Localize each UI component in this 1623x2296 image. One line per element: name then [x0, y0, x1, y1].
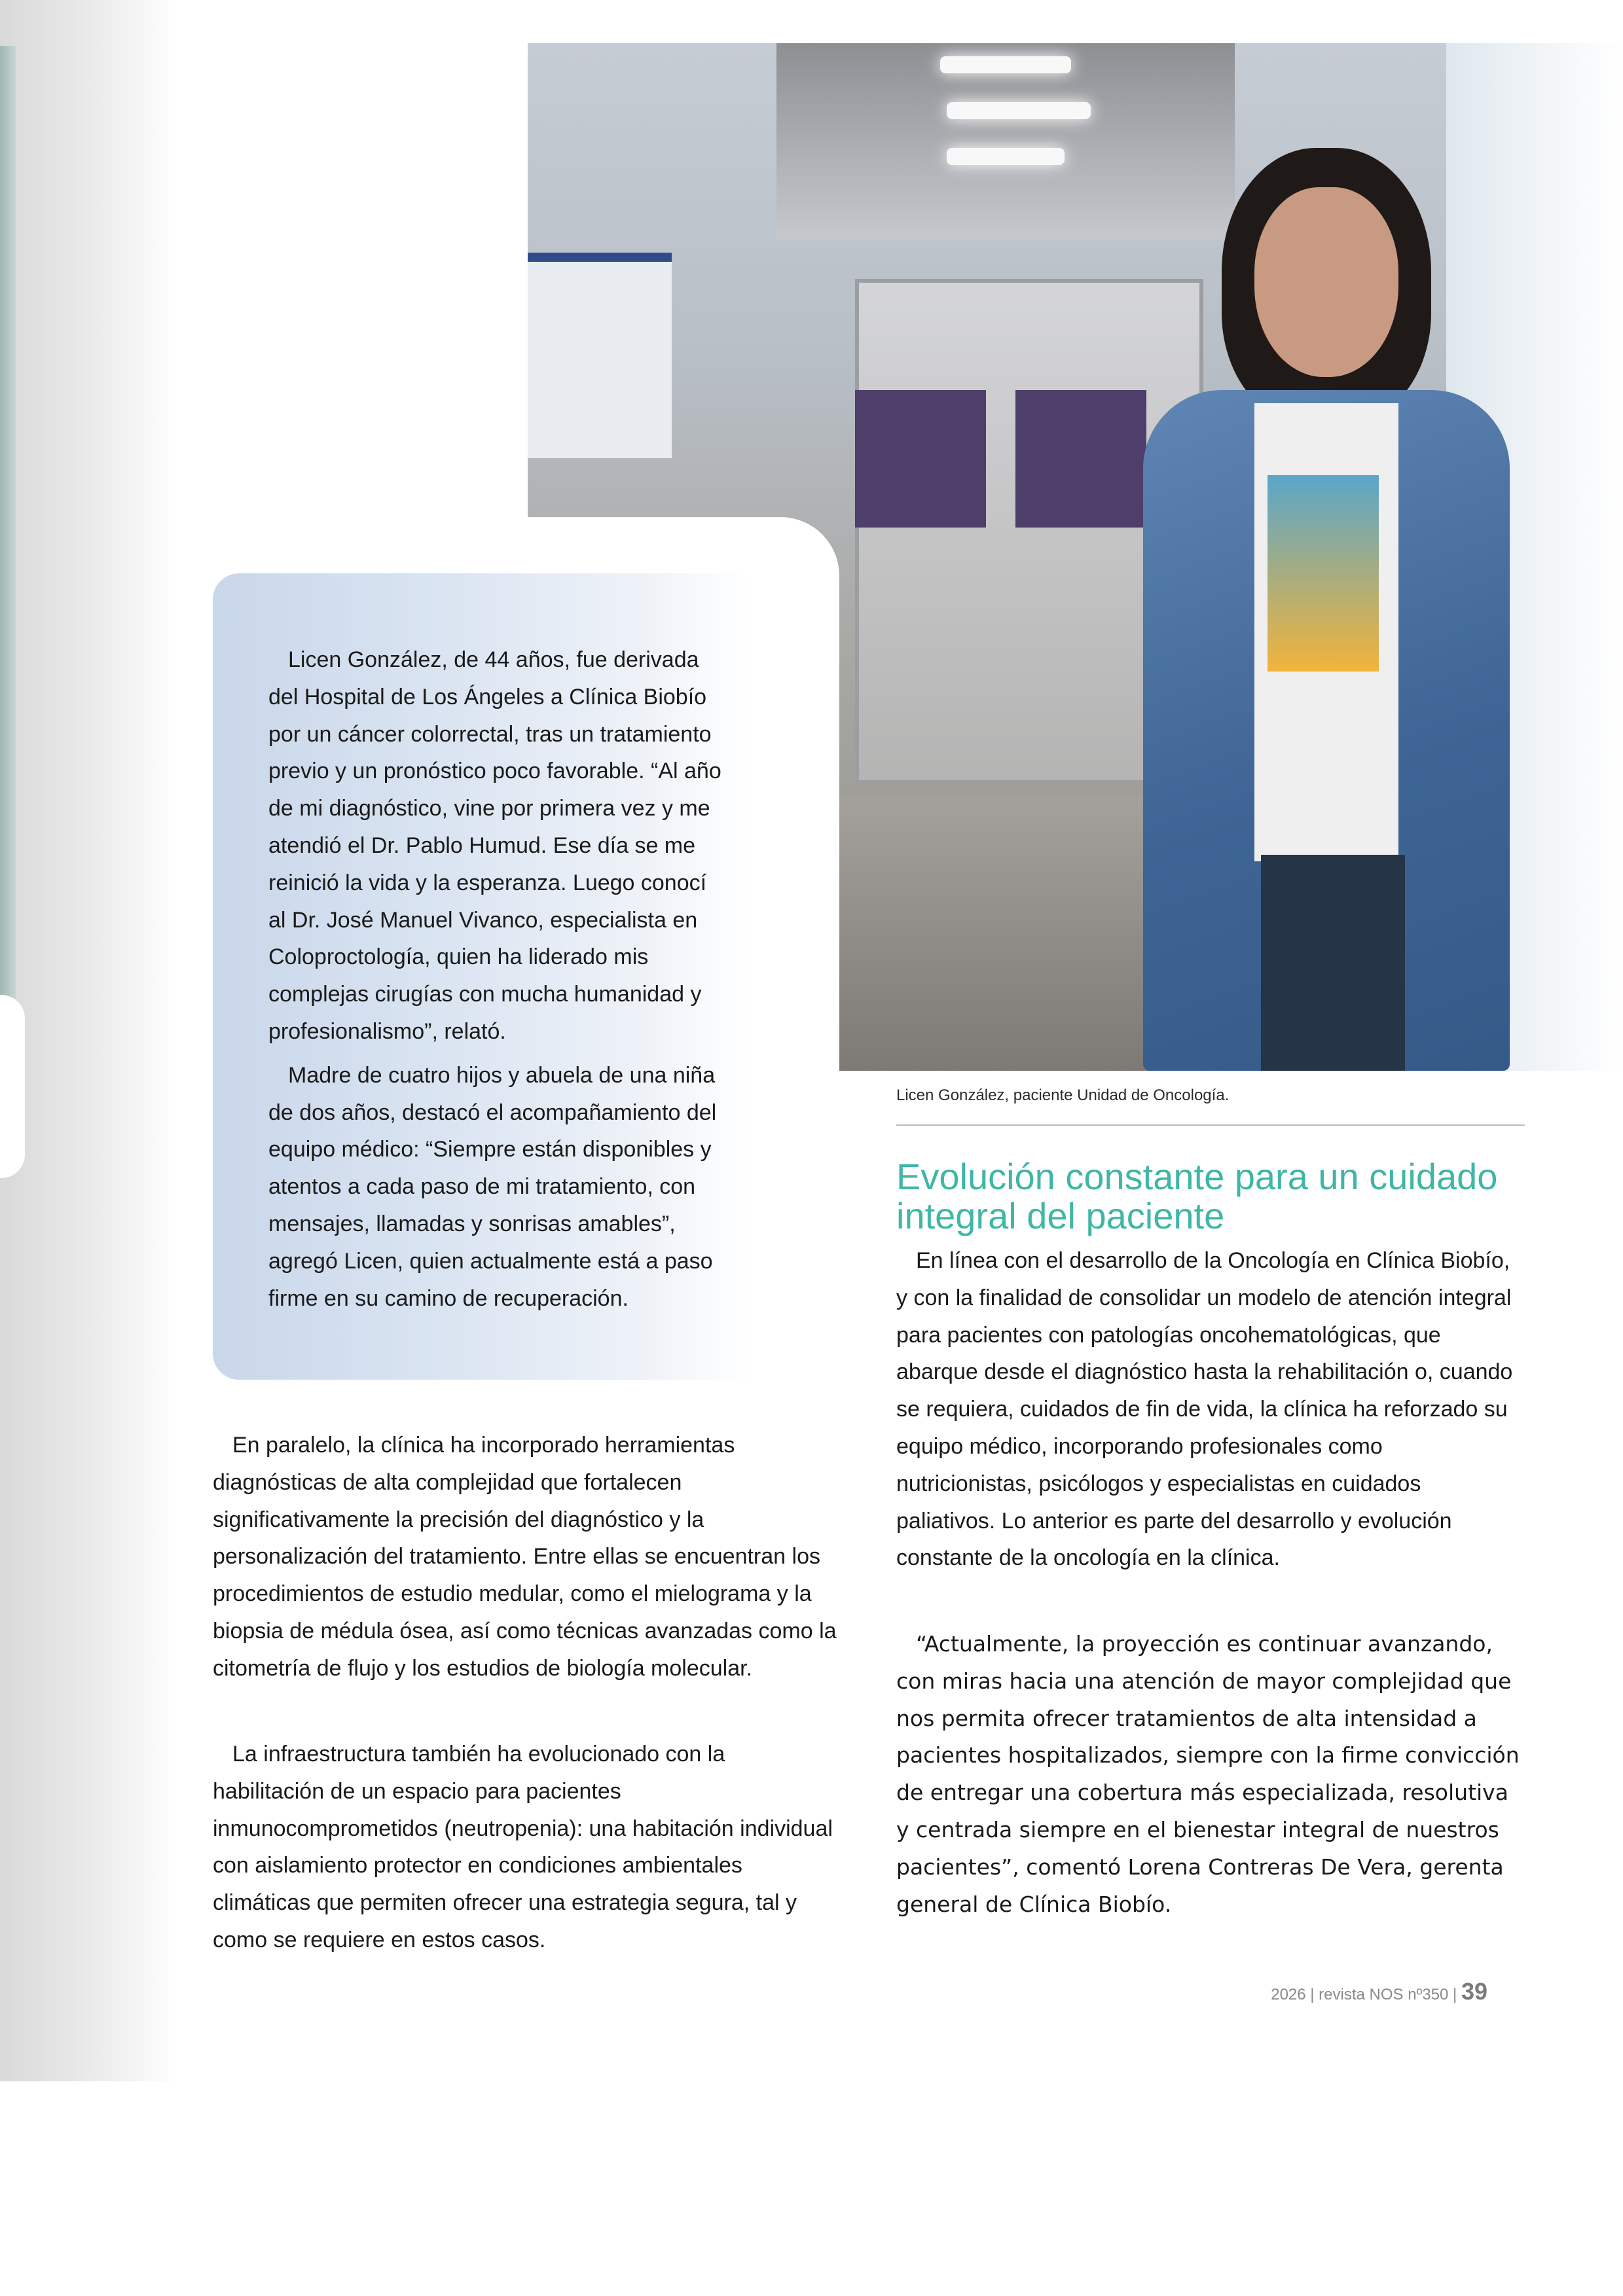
ceiling-lamp	[940, 56, 1071, 73]
body-column-left	[213, 1427, 841, 1687]
shirt-print	[1267, 475, 1379, 672]
ceiling-lamp	[947, 102, 1091, 119]
testimonial-paragraph: Licen González, de 44 años, fue derivada del Hospital de Los Ángeles a Clínica Biobío por un cáncer colorrectal, tras un tratamiento previo y un pronóstico poco favorable. “Al año de mi diagnóstico, vine por primera vez y me atendió el Dr. Pablo Humud. Ese día se me reinició la vida y la esperanza. Luego conocí al Dr. José Manuel Vivanco, especialista en Coloproctología, quien ha liderado mis complejas cirugías con mucha humanidad y profesionalismo”, relató.	[268, 647, 721, 1044]
testimonial-paragraph: Madre de cuatro hijos y abuela de una niña de dos años, destacó el acompañamiento del equipo médico: “Siempre están disponibles y atentos a cada paso de mi tratamiento, con mensajes, llamadas y sonrisas amables”, agregó Licen, quien actualmente está a paso firme en su camino de recuperación.	[268, 1062, 717, 1311]
caption-divider	[896, 1124, 1525, 1126]
ceiling-lamp	[947, 148, 1065, 165]
body-paragraph: La infraestructura también ha evolucionado con la habilitación de un espacio para pacientes inmunocomprometidos (neutropenia): una habitación individual con aislamiento protector en condiciones ambientales climáticas que permiten ofrecer una estrategia segura, tal y como se requiere en estos casos.	[213, 1742, 833, 1952]
page-gutter	[0, 0, 178, 2081]
page-number: 39	[1461, 1978, 1487, 2005]
previous-page-box-edge	[0, 995, 25, 1178]
section-heading: Evolución constante para un cuidado integral del paciente	[896, 1156, 1498, 1236]
photo-caption: Licen González, paciente Unidad de Oncología.	[896, 1086, 1230, 1104]
body-column-right	[896, 1242, 1525, 1577]
patient-figure	[1104, 148, 1614, 1071]
quote-paragraph: “Actualmente, la proyección es continuar avanzando, con miras hacia una atención de mayor complejidad que nos permita ofrecer tratamientos de alta intensidad a pacientes hospitalizados, siempre con la firme convicción de entregar una cobertura más especializada, resolutiva y centrada siempre en el bienestar integral de nuestros pacientes”, comentó Lorena Contreras De Vera, gerenta general de Clínica Biobío.	[896, 1631, 1520, 1917]
body-column-right	[896, 1626, 1525, 1923]
face	[1254, 187, 1398, 377]
pants	[1261, 855, 1405, 1071]
body-paragraph: En paralelo, la clínica ha incorporado herramientas diagnósticas de alta complejidad que fortalecen significativamente la precisión del diagnóstico y la personalización del tratamiento. Entre ellas se encuentran los procedimientos de estudio medular, como el mielograma y la biopsia de médula ósea, así como técnicas avanzadas como la citometría de flujo y los estudios de biología molecular.	[213, 1433, 837, 1681]
door-sign	[855, 390, 986, 528]
page-folio	[1178, 1978, 1487, 2005]
previous-page-photo-edge	[0, 46, 16, 1067]
testimonial-text	[268, 641, 727, 1317]
wall-directory-sign	[528, 253, 672, 458]
folio-text: 2026 | revista NOS nº350 |	[1271, 1986, 1457, 2003]
body-column-left	[213, 1736, 841, 1959]
body-paragraph: En línea con el desarrollo de la Oncología en Clínica Biobío, y con la finalidad de consolidar un modelo de atención integral para pacientes con patologías oncohematológicas, que abarque desde el diagnóstico hasta la rehabilitación o, cuando se requiera, cuidados de fin de vida, la clínica ha reforzado su equipo médico, incorporando profesionales como nutricionistas, psicólogos y especialistas en cuidados paliativos. Lo anterior es parte del desarrollo y evolución constante de la oncología en la clínica.	[896, 1248, 1513, 1571]
